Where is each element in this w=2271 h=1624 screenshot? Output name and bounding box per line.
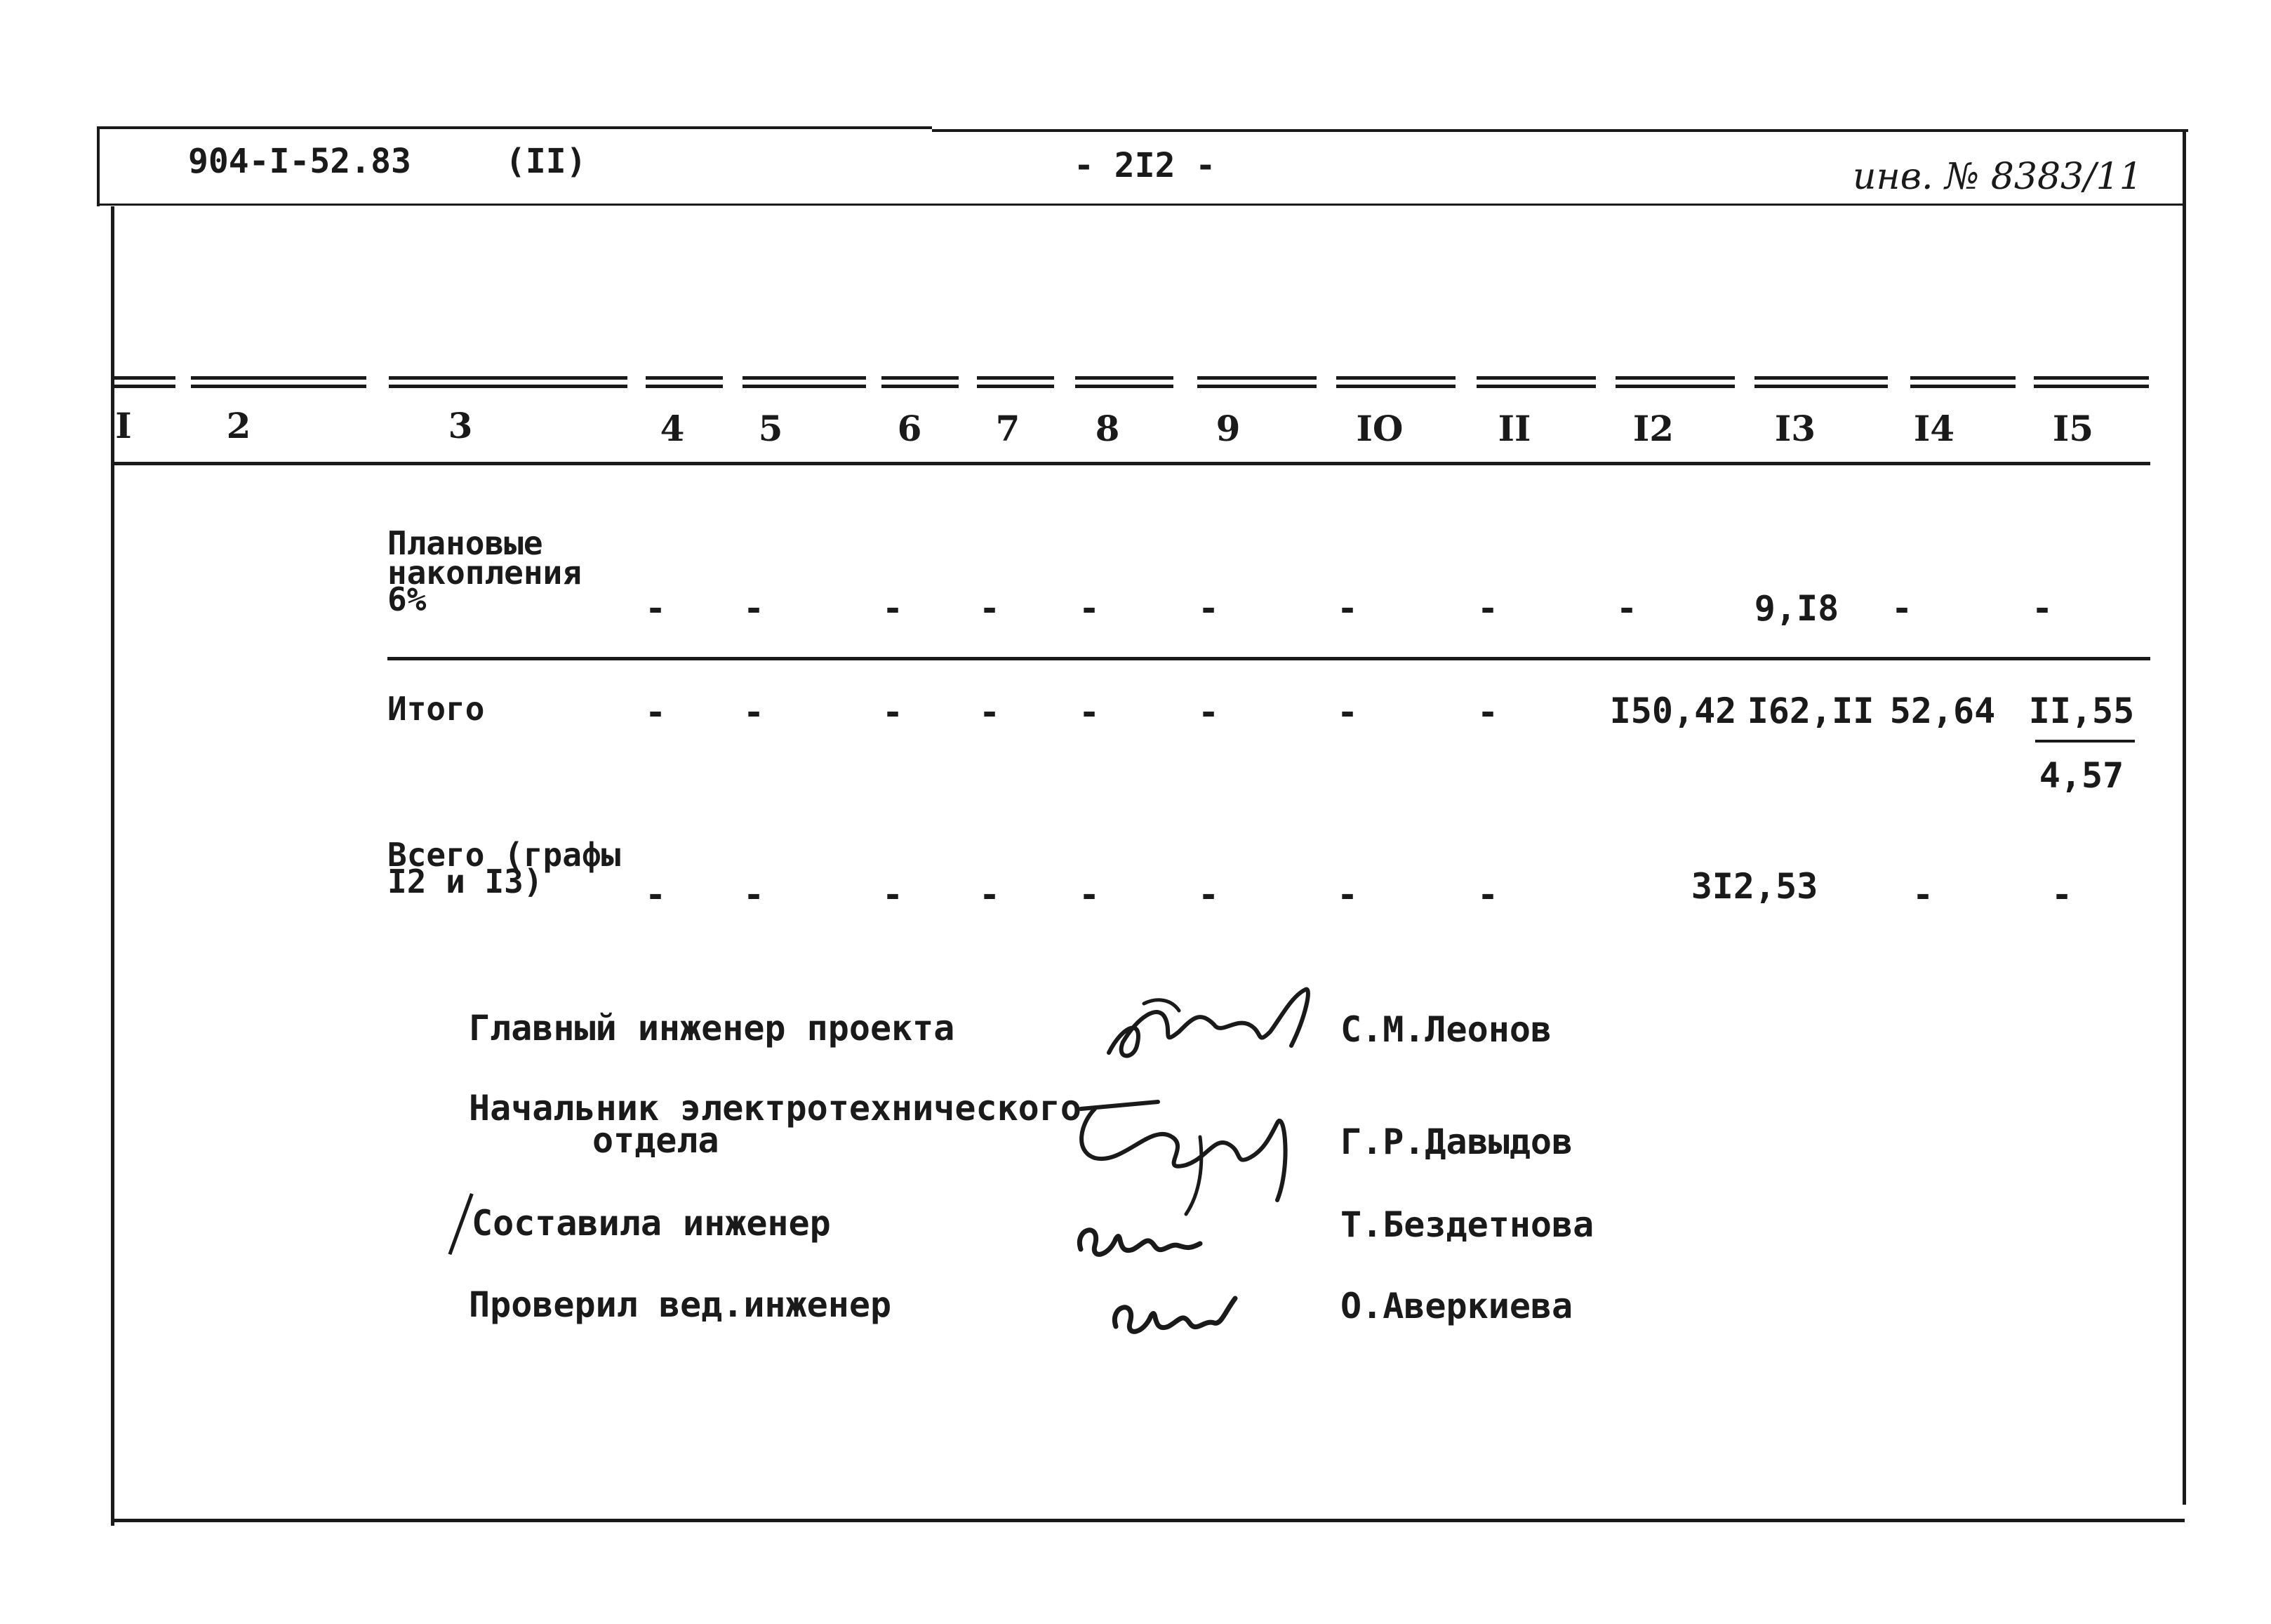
cell: - [1891,588,1913,629]
cell: - [978,874,1001,915]
rule-seg [191,385,366,388]
rule-seg [1616,385,1735,388]
rule-seg [1336,376,1456,380]
frame-top-right [932,129,2188,132]
cell: - [644,692,667,733]
rule-seg [977,376,1054,380]
rule-seg [1754,385,1888,388]
doc-code: 904-I-52.83 [188,142,411,181]
frame-left-lower [111,206,114,1526]
signature-title: Начальник электротехнического отдела [469,1088,1081,1161]
column-number: 5 [758,408,783,449]
handwritten-signature-1 [1095,976,1319,1088]
signature-name: Т.Бездетнова [1340,1204,1594,1245]
rule-seg [1477,376,1596,380]
rule-seg [191,376,366,380]
cell: - [1336,588,1359,629]
cell: - [742,692,765,733]
cell: - [1912,874,1934,915]
rule-seg [646,376,723,380]
cell: I62,II [1747,691,1874,731]
signature-name: Г.Р.Давыдов [1340,1122,1573,1162]
row-label: Всего (графы I2 и I3) [387,836,621,900]
frame-top-left [97,126,932,129]
rule-seg [1197,385,1317,388]
column-number: 3 [448,405,473,446]
handwritten-signature-4 [1102,1284,1242,1347]
cell: - [1197,874,1220,915]
cell: - [2051,874,2073,915]
cell: - [1336,692,1359,733]
rule-seg [389,376,627,380]
row-label: Итого [387,690,485,728]
rule-seg [1616,376,1735,380]
rule-seg [112,385,175,388]
rule-seg [881,376,959,380]
column-number: I [115,405,132,446]
page-number: - 2I2 - [1074,146,1216,185]
cell: - [1197,692,1220,733]
rule-seg [1754,376,1888,380]
cell: - [1616,588,1638,629]
rule-seg [1197,376,1317,380]
frame-right [2183,129,2186,1505]
frame-left [97,126,100,206]
column-number: 6 [897,408,922,449]
cell: - [881,874,904,915]
cell: - [1477,588,1499,629]
column-number: 4 [660,408,685,449]
column-number: I3 [1774,408,1816,449]
rule-seg [1910,385,2016,388]
column-number: 7 [995,408,1020,449]
cell: - [1078,874,1100,915]
cell: 9,I8 [1754,588,1839,629]
rule-seg [1477,385,1596,388]
rule-seg [977,385,1054,388]
column-number: II [1498,408,1531,449]
rule-seg [112,376,175,380]
cell: 52,64 [1889,691,1996,731]
cell: 4,57 [2039,755,2124,796]
rule-seg [1075,385,1173,388]
cell: - [644,874,667,915]
cell: - [978,588,1001,629]
handwritten-signature-3 [1067,1207,1207,1270]
cell: II,55 [2028,691,2135,731]
cell: - [1197,588,1220,629]
rule-seg [1910,376,2016,380]
signature-name: С.М.Леонов [1340,1009,1552,1050]
subtotal-rule [387,657,2150,660]
frame-header-rule [100,204,2184,206]
handwritten-signature-2 [1067,1081,1305,1221]
rule-seg [646,385,723,388]
cell: - [644,588,667,629]
fraction-rule [2035,740,2135,743]
column-number: I5 [2052,408,2094,449]
cell: - [1078,588,1100,629]
cell: - [742,874,765,915]
cell: - [742,588,765,629]
signature-title: Главный инженер проекта [469,1008,955,1049]
column-number: IO [1356,408,1404,449]
signature-name: О.Аверкиева [1340,1286,1573,1326]
rule-seg [742,385,866,388]
cell: - [1477,874,1499,915]
cell: - [881,588,904,629]
rule-seg [881,385,959,388]
rule-seg [1336,385,1456,388]
cell: - [2031,588,2053,629]
cell: 3I2,53 [1691,866,1818,907]
handwritten-slash [448,1193,474,1255]
cell: - [881,692,904,733]
cell: - [978,692,1001,733]
rule-seg [2034,385,2149,388]
column-number: 9 [1216,408,1241,449]
inventory-number: инв. № 8383/11 [1853,156,2143,198]
rule-seg [2034,376,2149,380]
column-number: 8 [1095,408,1120,449]
signature-title: Проверил вед.инженер [469,1284,892,1325]
signature-title: Составила инженер [472,1203,831,1244]
column-header-underline [111,462,2150,465]
cell: - [1477,692,1499,733]
frame-bottom [111,1519,2185,1522]
doc-part: (II) [505,142,587,181]
column-number: 2 [226,405,251,446]
rule-seg [742,376,866,380]
rule-seg [389,385,627,388]
cell: I50,42 [1609,691,1737,731]
cell: - [1336,874,1359,915]
row-label: Плановые накопления 6% [387,524,582,618]
rule-seg [1075,376,1173,380]
cell: - [1078,692,1100,733]
column-number: I2 [1632,408,1674,449]
column-number: I4 [1913,408,1955,449]
